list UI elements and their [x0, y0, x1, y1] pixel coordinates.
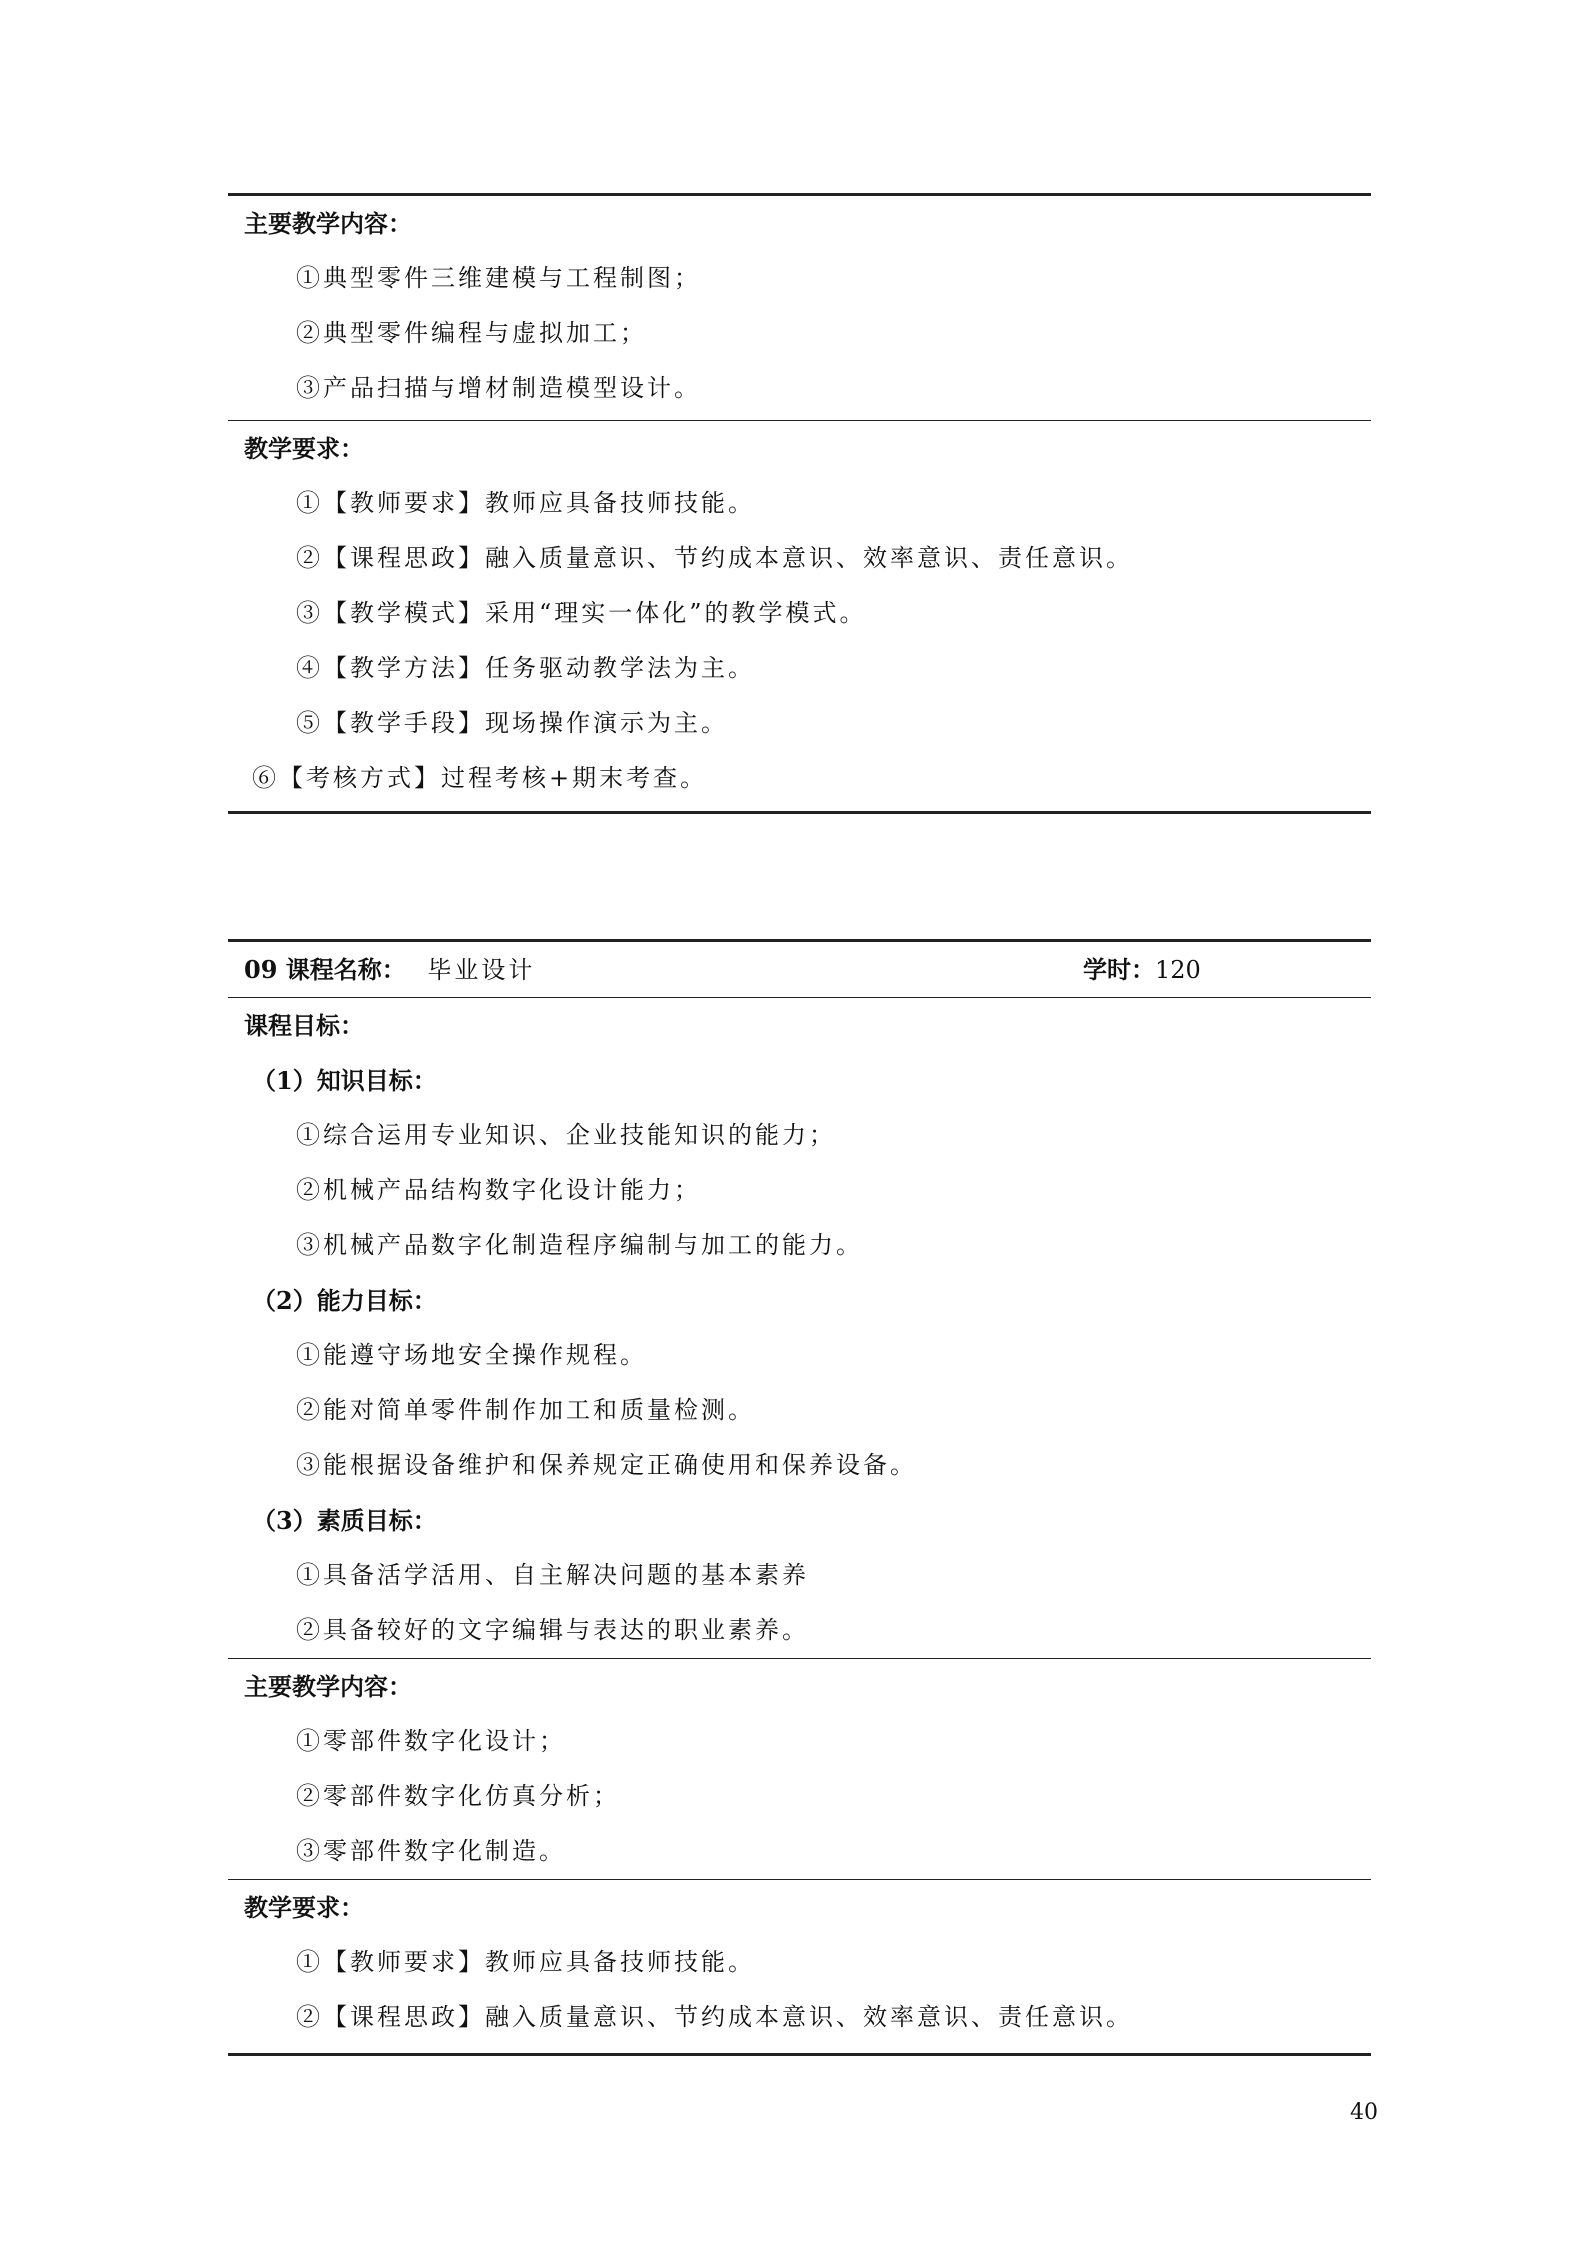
list-item: ③能根据设备维护和保养规定正确使用和保养设备。: [296, 1451, 917, 1479]
hours-value: 120: [1155, 956, 1201, 984]
list-item: ②【课程思政】融入质量意识、节约成本意识、效率意识、责任意识。: [296, 2003, 1133, 2031]
section-heading-requirements: 教学要求：: [244, 1893, 364, 1922]
list-item: ④【教学方法】任务驱动教学法为主。: [296, 654, 755, 682]
list-item: ⑥【考核方式】过程考核+期末考查。: [252, 764, 708, 792]
subheading-ability: （2）能力目标：: [252, 1286, 437, 1315]
page-number: 40: [1350, 2100, 1378, 2125]
list-item: ①【教师要求】教师应具备技师技能。: [296, 1948, 755, 1976]
list-item: ③零部件数字化制造。: [296, 1837, 566, 1865]
list-item: ③机械产品数字化制造程序编制与加工的能力。: [296, 1231, 863, 1259]
section-heading-objectives: 课程目标：: [244, 1011, 364, 1040]
list-item: ③【教学模式】采用“理实一体化”的教学模式。: [296, 599, 867, 627]
table-bottom-rule: [228, 2053, 1371, 2056]
list-item: ①综合运用专业知识、企业技能知识的能力；: [296, 1121, 836, 1149]
hours-label: 学时：: [1083, 955, 1155, 984]
course-hours: [1083, 942, 1201, 998]
course-title-row: [228, 942, 1371, 997]
course-table-09: [228, 939, 1371, 2056]
list-item: ②机械产品结构数字化设计能力；: [296, 1176, 701, 1204]
subheading-knowledge: （1）知识目标：: [252, 1066, 437, 1095]
course-table-continued: [228, 193, 1371, 814]
subheading-quality: （3）素质目标：: [252, 1506, 437, 1535]
list-item: ②典型零件编程与虚拟加工；: [296, 319, 647, 347]
course-name-value: 毕业设计: [427, 956, 536, 984]
list-item: ②【课程思政】融入质量意识、节约成本意识、效率意识、责任意识。: [296, 544, 1133, 572]
section-heading-content: 主要教学内容：: [244, 1672, 412, 1701]
course-name-label: 09 课程名称：: [244, 955, 406, 984]
list-item: ①【教师要求】教师应具备技师技能。: [296, 489, 755, 517]
list-item: ②具备较好的文字编辑与表达的职业素养。: [296, 1616, 809, 1644]
section-heading-requirements: 教学要求：: [244, 434, 364, 463]
table-bottom-rule: [228, 811, 1371, 814]
list-item: ①典型零件三维建模与工程制图；: [296, 264, 701, 292]
list-item: ②能对简单零件制作加工和质量检测。: [296, 1396, 755, 1424]
list-item: ①能遵守场地安全操作规程。: [296, 1341, 647, 1369]
list-item: ③产品扫描与增材制造模型设计。: [296, 374, 701, 402]
section-heading-content: 主要教学内容：: [244, 209, 412, 238]
list-item: ①具备活学活用、自主解决问题的基本素养: [296, 1561, 809, 1589]
list-item: ⑤【教学手段】现场操作演示为主。: [296, 709, 728, 737]
list-item: ①零部件数字化设计；: [296, 1727, 566, 1755]
list-item: ②零部件数字化仿真分析；: [296, 1782, 620, 1810]
